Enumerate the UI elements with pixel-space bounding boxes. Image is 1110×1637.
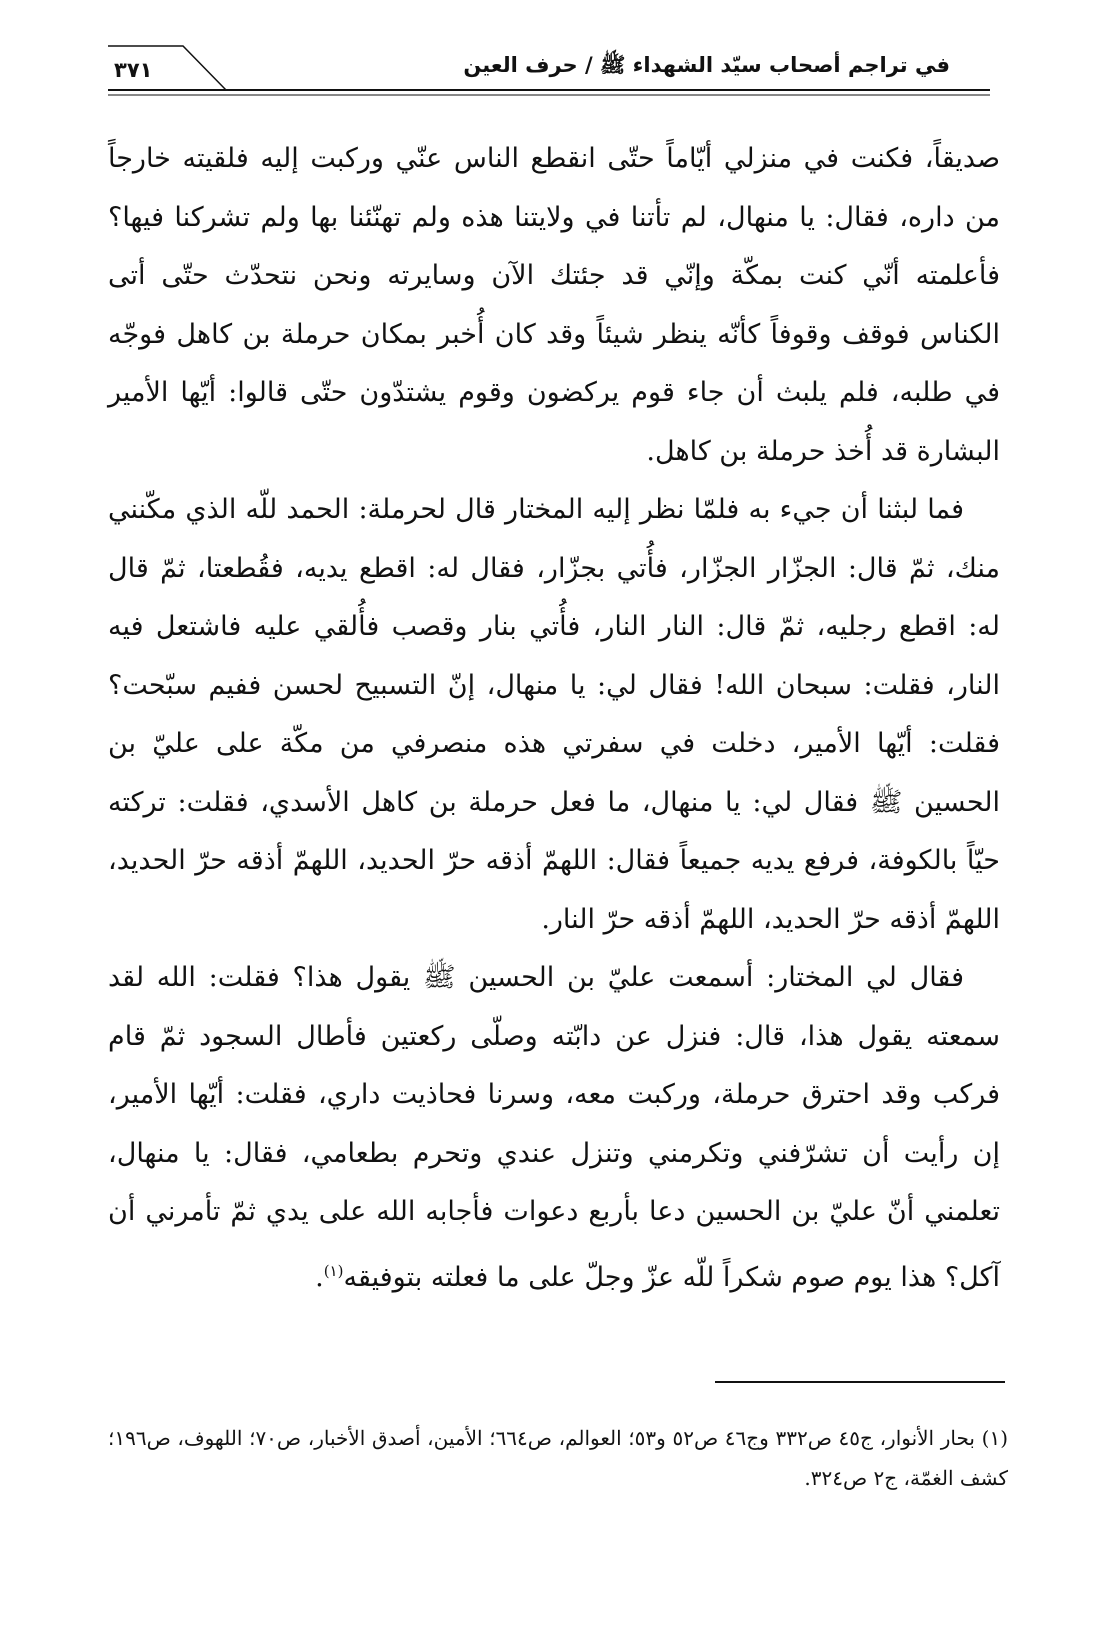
paragraph-3-text: فقال لي المختار: أسمعت عليّ بن الحسين ﷺ يقول هذا؟ فقلت: الله لقد سمعته يقول هذا، قال: فنزل عن دابّته وصلّى ركعتين فأطال السجود ثمّ قام فركب وقد احترق حرملة، وركبت معه، وسرنا فحاذيت داري، فقلت: أيّها الأمير، إن رأيت أن تشرّفني وتكرمني وتنزل عندي وتحرم بطعامي، فقال: يا منهال، تعلمني أنّ عليّ بن الحسين دعا بأربع دعوات فأجابه الله على يدي ثمّ تأمرني أن آكل؟ هذا يوم صوم شكراً للّه عزّ وجلّ على ما فعلته بتوفيقه xyxy=(108,962,1000,1293)
page-header xyxy=(108,40,990,100)
body-text xyxy=(108,130,1000,1307)
footnote-reference: (١) xyxy=(323,1261,344,1280)
footnote-separator xyxy=(715,1381,1005,1383)
running-header-title: في تراجم أصحاب سيّد الشهداء ﷺ / حرف العين xyxy=(463,53,950,77)
footnotes xyxy=(108,1418,1008,1498)
paragraph-3 xyxy=(108,949,1000,1307)
paragraph-1: صديقاً، فكنت في منزلي أيّاماً حتّى انقطع الناس عنّي وركبت إليه فلقيته خارجاً من داره، فقال: يا منهال، لم تأتنا في ولايتنا هذه ولم تهنّئنا بها ولم تشركنا فيها؟ فأعلمته أنّي كنت بمكّة وإنّي قد جئتك الآن وسايرته ونحن نتحدّث حتّى أتى الكناس فوقف وقوفاً كأنّه ينظر شيئاً وقد كان أُخبر بمكان حرملة بن كاهل فوجّه في طلبه، فلم يلبث أن جاء قوم يركضون وقوم يشتدّون حتّى قالوا: أيّها الأمير البشارة قد أُخذ حرملة بن كاهل. xyxy=(108,143,1000,467)
paragraph-2: فما لبثنا أن جيء به فلمّا نظر إليه المختار قال لحرملة: الحمد للّه الذي مكّنني منك، ثمّ قال: الجزّار الجزّار، فأُتي بجزّار، فقال له: اقطع يديه، فقُطعتا، ثمّ قال له: اقطع رجليه، ثمّ قال: النار النار، فأُتي بنار وقصب فأُلقي عليه فاشتعل فيه النار، فقلت: سبحان الله! فقال لي: يا منهال، إنّ التسبيح لحسن ففيم سبّحت؟ فقلت: أيّها الأمير، دخلت في سفرتي هذه منصرفي من مكّة على عليّ بن الحسين ﷺ فقال لي: يا منهال، ما فعل حرملة بن كاهل الأسدي، فقلت: تركته حيّاً بالكوفة، فرفع يديه جميعاً فقال: اللهمّ أذقه حرّ الحديد، اللهمّ أذقه حرّ الحديد، اللهمّ أذقه حرّ الحديد، اللهمّ أذقه حرّ النار. xyxy=(108,494,1000,935)
page-number: ٣٧١ xyxy=(114,58,153,82)
footnote-1: (١) بحار الأنوار، ج٤٥ ص٣٣٢ وج٤٦ ص٥٢ و٥٣؛ العوالم، ص٦٦٤؛ الأمين، أصدق الأخبار، ص٧٠؛ اللهوف، ص١٩٦؛ كشف الغمّة، ج٢ ص٣٢٤. xyxy=(108,1426,1008,1490)
paragraph-3-end: . xyxy=(315,1261,324,1293)
